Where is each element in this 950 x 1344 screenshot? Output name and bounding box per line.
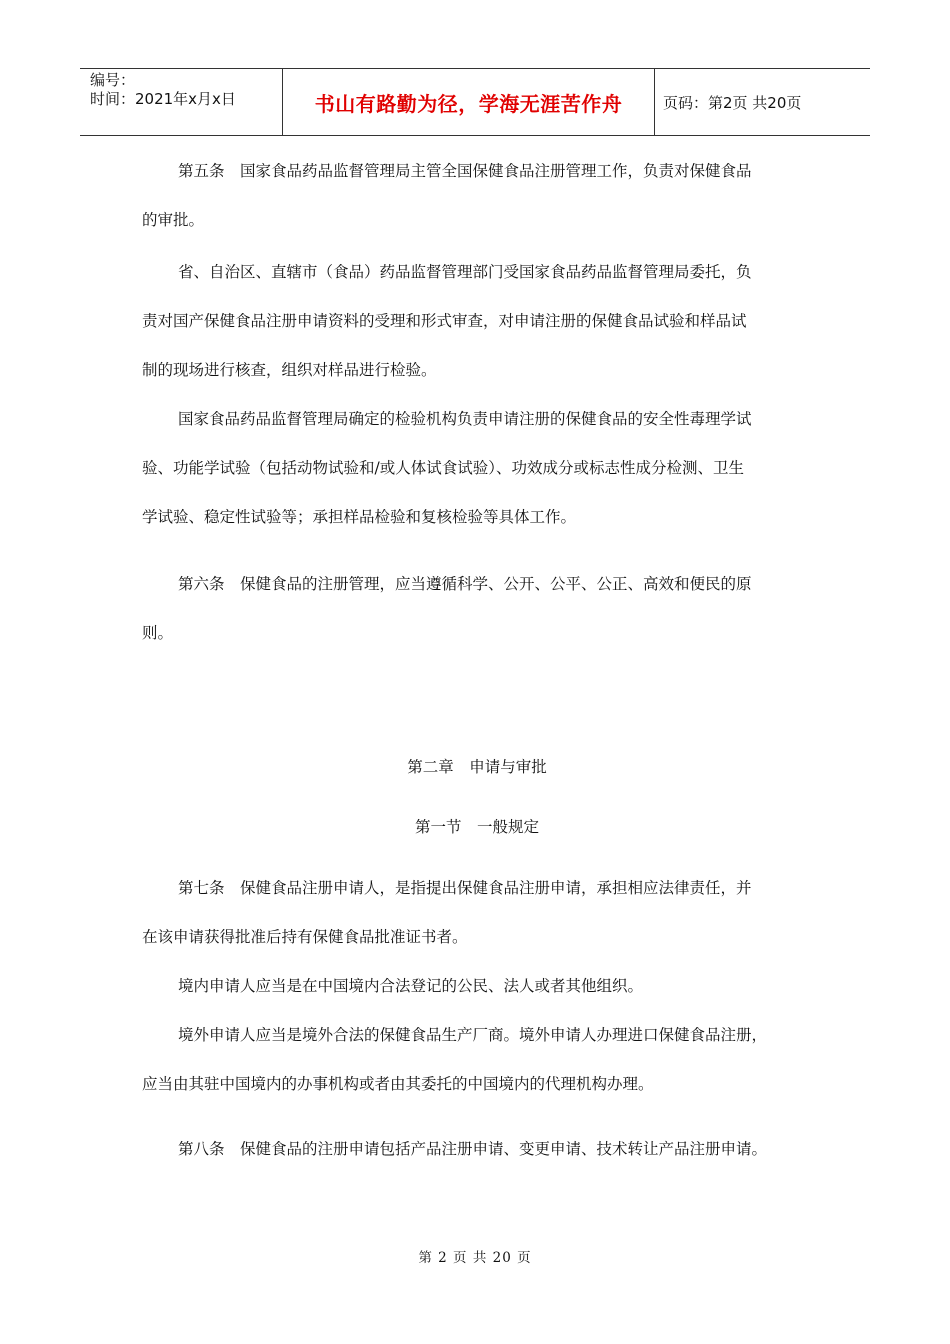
motto: 书山有路勤为径，学海无涯苦作舟 — [314, 91, 623, 116]
paragraph: 省、自治区、直辖市（食品）药品监督管理部门受国家食品药品监督管理局委托，负 — [178, 263, 752, 281]
chapter-heading: 第二章 申请与审批 — [407, 758, 547, 776]
paragraph: 第五条 国家食品药品监督管理局主管全国保健食品注册管理工作，负责对保健食品 — [178, 162, 752, 180]
paragraph: 学试验、稳定性试验等；承担样品检验和复核检验等具体工作。 — [142, 508, 577, 526]
paragraph: 第八条 保健食品的注册申请包括产品注册申请、变更申请、技术转让产品注册申请。 — [178, 1140, 768, 1158]
page-label: 页码：第2页 共20页 — [663, 93, 802, 112]
time-label: 时间：2021年x月x日 — [90, 90, 236, 108]
document-body — [142, 150, 812, 1174]
header-meta — [80, 69, 282, 135]
paragraph: 则。 — [142, 624, 174, 642]
header-motto-cell — [282, 69, 655, 135]
paragraph: 责对国产保健食品注册申请资料的受理和形式审查，对申请注册的保健食品试验和样品试 — [142, 312, 747, 330]
paragraph: 境内申请人应当是在中国境内合法登记的公民、法人或者其他组织。 — [178, 977, 644, 995]
paragraph: 制的现场进行核查，组织对样品进行检验。 — [142, 361, 437, 379]
paragraph: 验、功能学试验（包括动物试验和/或人体试食试验）、功效成分或标志性成分检测、卫生 — [142, 459, 744, 477]
paragraph: 国家食品药品监督管理局确定的检验机构负责申请注册的保健食品的安全性毒理学试 — [178, 410, 752, 428]
number-label: 编号： — [90, 71, 136, 89]
page-footer: 第 2 页 共 20 页 — [418, 1250, 532, 1266]
paragraph: 应当由其驻中国境内的办事机构或者由其委托的中国境内的代理机构办理。 — [142, 1075, 654, 1093]
paragraph: 第七条 保健食品注册申请人，是指提出保健食品注册申请，承担相应法律责任，并 — [178, 879, 752, 897]
paragraph: 在该申请获得批准后持有保健食品批准证书者。 — [142, 928, 468, 946]
section-heading: 第一节 一般规定 — [414, 818, 539, 836]
paragraph: 第六条 保健食品的注册管理，应当遵循科学、公开、公平、公正、高效和便民的原 — [178, 575, 752, 593]
header-page-cell — [655, 69, 870, 135]
paragraph: 的审批。 — [142, 211, 205, 229]
paragraph: 境外申请人应当是境外合法的保健食品生产厂商。境外申请人办理进口保健食品注册， — [178, 1026, 768, 1044]
page-header — [80, 68, 870, 136]
